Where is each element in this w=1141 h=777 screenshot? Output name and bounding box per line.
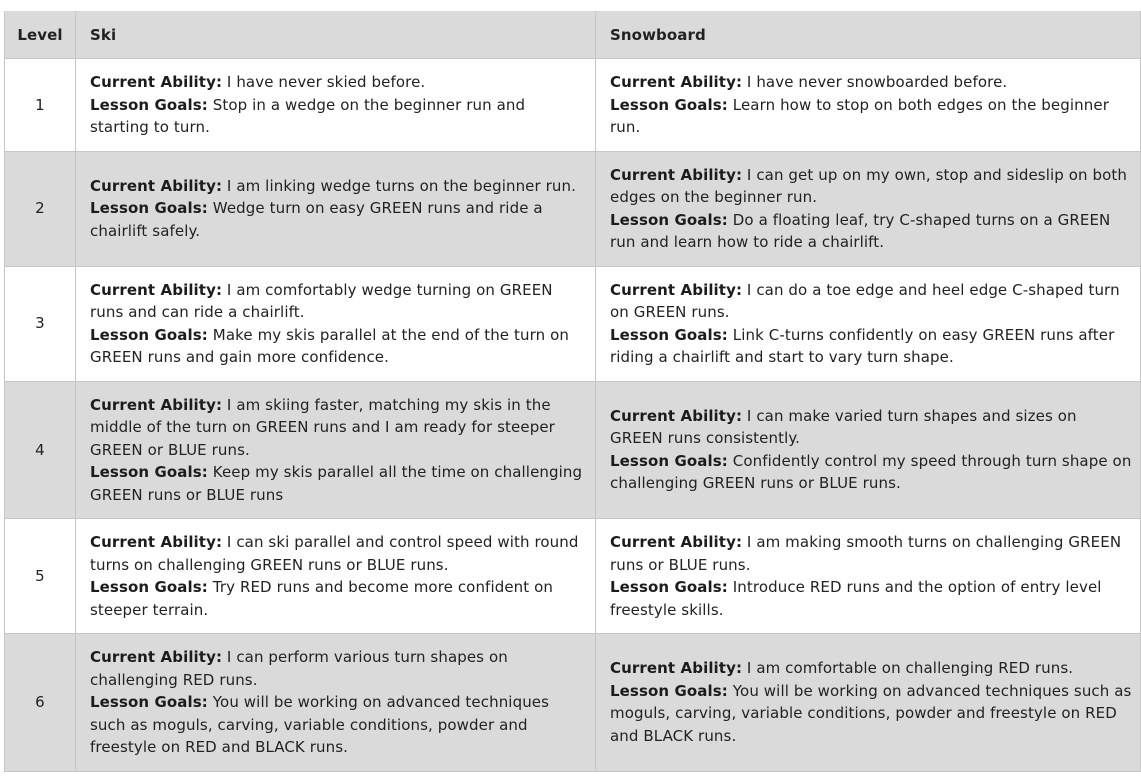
snowboard-current-ability: I am making smooth turns on challenging GREEN runs or BLUE runs.: [610, 533, 1122, 574]
current-ability-label: Current Ability:: [610, 280, 743, 299]
ski-lesson-goals: Stop in a wedge on the beginner run and starting to turn.: [90, 95, 526, 136]
table-row: [5, 151, 1141, 266]
lesson-goals-label: Lesson Goals:: [610, 681, 728, 700]
ski-current-ability: I am linking wedge turns on the beginner run.: [226, 176, 576, 195]
lesson-goals-label: Lesson Goals:: [610, 95, 728, 114]
snowboard-lesson-goals: You will be working on advanced techniques such as moguls, carving, variable conditions, powder and freestyle on RED and BLACK runs.: [610, 681, 1132, 745]
ski-current-ability: I am comfortably wedge turning on GREEN runs and can ride a chairlift.: [90, 280, 553, 321]
lesson-levels-table: [4, 11, 1141, 772]
ski-lesson-goals: Keep my skis parallel all the time on challenging GREEN runs or BLUE runs: [90, 463, 583, 504]
current-ability-label: Current Ability:: [610, 73, 743, 91]
level-number: 4: [5, 381, 76, 519]
lesson-goals-label: Lesson Goals:: [90, 693, 208, 711]
snowboard-cell: [596, 59, 1141, 152]
snowboard-cell: [596, 151, 1141, 266]
level-number: 6: [5, 634, 76, 772]
lesson-goals-label: Lesson Goals:: [90, 463, 208, 481]
snowboard-cell: [596, 634, 1141, 772]
table-row: [5, 266, 1141, 381]
ski-cell: [76, 634, 596, 772]
lesson-goals-label: Lesson Goals:: [610, 210, 728, 229]
level-number: 2: [5, 151, 76, 266]
snowboard-cell: [596, 381, 1141, 519]
lesson-goals-label: Lesson Goals:: [90, 95, 208, 114]
snowboard-lesson-goals: Do a floating leaf, try C-shaped turns on a GREEN run and learn how to ride a chairlift.: [610, 210, 1111, 251]
snowboard-cell: [596, 266, 1141, 381]
current-ability-label: Current Ability:: [90, 176, 223, 195]
ski-lesson-goals: Wedge turn on easy GREEN runs and ride a chairlift safely.: [90, 199, 543, 240]
level-number: 3: [5, 266, 76, 381]
table-row: [5, 381, 1141, 519]
ski-current-ability: I am skiing faster, matching my skis in the middle of the turn on GREEN runs and I am ready for steeper GREEN or BLUE runs.: [90, 395, 555, 459]
current-ability-label: Current Ability:: [90, 648, 223, 666]
snowboard-cell: [596, 519, 1141, 634]
snowboard-lesson-goals: Confidently control my speed through turn shape on challenging GREEN runs or BLUE runs.: [610, 451, 1132, 493]
level-number: 5: [5, 519, 76, 634]
current-ability-label: Current Ability:: [90, 73, 223, 91]
current-ability-label: Current Ability:: [90, 395, 223, 414]
ski-cell: [76, 266, 596, 381]
lesson-goals-label: Lesson Goals:: [610, 578, 728, 596]
snowboard-lesson-goals: Link C-turns confidently on easy GREEN runs after riding a chairlift and start to vary turn shape.: [610, 325, 1115, 366]
snowboard-column-header: Snowboard: [596, 12, 1141, 59]
snowboard-current-ability: I can get up on my own, stop and sideslip on both edges on the beginner run.: [610, 165, 1127, 206]
table-row: [5, 519, 1141, 634]
current-ability-label: Current Ability:: [610, 406, 743, 425]
ski-current-ability: I have never skied before.: [226, 73, 426, 91]
ski-cell: [76, 381, 596, 519]
ski-lesson-goals: Make my skis parallel at the end of the turn on GREEN runs and gain more confidence.: [90, 325, 569, 366]
ski-lesson-goals: Try RED runs and become more confident on steeper terrain.: [90, 578, 553, 619]
current-ability-label: Current Ability:: [90, 533, 223, 551]
snowboard-current-ability: I can do a toe edge and heel edge C-shaped turn on GREEN runs.: [610, 280, 1120, 321]
current-ability-label: Current Ability:: [610, 659, 743, 678]
ski-cell: [76, 151, 596, 266]
table-header-row: [5, 12, 1141, 59]
current-ability-label: Current Ability:: [610, 165, 743, 184]
table-row: [5, 59, 1141, 152]
level-number: 1: [5, 59, 76, 152]
table-row: [5, 634, 1141, 772]
ski-cell: [76, 59, 596, 152]
level-column-header: Level: [5, 12, 76, 59]
lesson-goals-label: Lesson Goals:: [610, 451, 728, 470]
snowboard-current-ability: I have never snowboarded before.: [746, 73, 1008, 91]
ski-current-ability: I can perform various turn shapes on challenging RED runs.: [90, 648, 508, 689]
current-ability-label: Current Ability:: [610, 533, 743, 551]
lesson-goals-label: Lesson Goals:: [90, 578, 208, 596]
lesson-goals-label: Lesson Goals:: [90, 199, 208, 218]
snowboard-lesson-goals: Introduce RED runs and the option of entry level freestyle skills.: [610, 578, 1102, 619]
ski-current-ability: I can ski parallel and control speed with round turns on challenging GREEN runs or BLUE runs.: [90, 533, 579, 574]
snowboard-current-ability: I am comfortable on challenging RED runs.: [746, 659, 1074, 678]
snowboard-lesson-goals: Learn how to stop on both edges on the beginner run.: [610, 95, 1109, 136]
ski-column-header: Ski: [76, 12, 596, 59]
current-ability-label: Current Ability:: [90, 280, 223, 299]
lesson-goals-label: Lesson Goals:: [90, 325, 208, 344]
lesson-goals-label: Lesson Goals:: [610, 325, 728, 344]
ski-lesson-goals: You will be working on advanced techniques such as moguls, carving, variable conditions, powder and freestyle on RED and BLACK runs.: [90, 693, 550, 756]
snowboard-current-ability: I can make varied turn shapes and sizes on GREEN runs consistently.: [610, 406, 1077, 448]
ski-cell: [76, 519, 596, 634]
